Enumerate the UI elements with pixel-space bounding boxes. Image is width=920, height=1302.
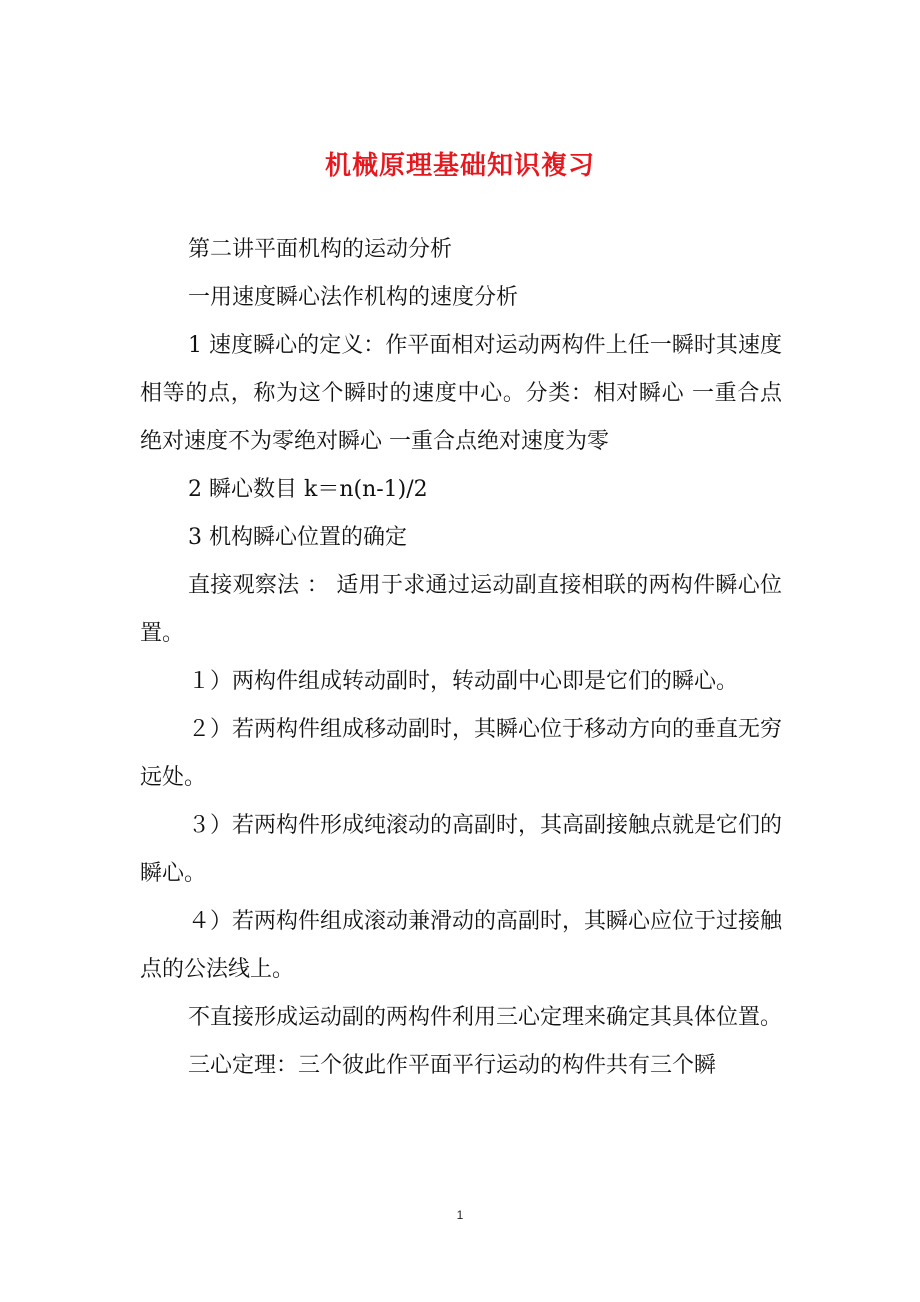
paragraph-count: 2 瞬心数目 k＝n(n-1)/2 xyxy=(188,477,428,502)
subsection-heading: 一用速度瞬心法作机构的速度分析 xyxy=(188,285,519,310)
list-item: ４）若两构件组成滚动兼滑动的高副时，其瞬心应位于过接触点的公法线上。 xyxy=(140,909,783,982)
section-heading: 第二讲平面机构的运动分析 xyxy=(188,237,453,262)
paragraph-position-heading: 3 机构瞬心位置的确定 xyxy=(188,525,407,550)
list-item: ３）若两构件形成纯滚动的高副时，其高副接触点就是它们的瞬心。 xyxy=(140,813,783,886)
list-item: ２）若两构件组成移动副时，其瞬心位于移动方向的垂直无穷远处。 xyxy=(140,717,783,790)
paragraph-direct-method: 直接观察法 ： 适用于求通过运动副直接相联的两构件瞬心位置。 xyxy=(140,573,782,646)
paragraph-three-center-theorem: 三心定理：三个彼此作平面平行运动的构件共有三个瞬 xyxy=(188,1053,717,1078)
page-title: 机械原理基础知识複习 xyxy=(324,151,595,181)
paragraph-definition: 1 速度瞬心的定义：作平面相对运动两构件上任一瞬时其速度相等的点，称为这个瞬时的速度中心。分类：相对瞬心 一重合点绝对速度不为零绝对瞬心 一重合点绝对速度为零 xyxy=(140,333,782,454)
page-number: 1 xyxy=(456,1208,464,1222)
document-body xyxy=(140,226,782,1090)
list-item: １）两构件组成转动副时，转动副中心即是它们的瞬心。 xyxy=(188,669,739,694)
paragraph-indirect: 不直接形成运动副的两构件利用三心定理来确定其具体位置。 xyxy=(188,1005,783,1030)
